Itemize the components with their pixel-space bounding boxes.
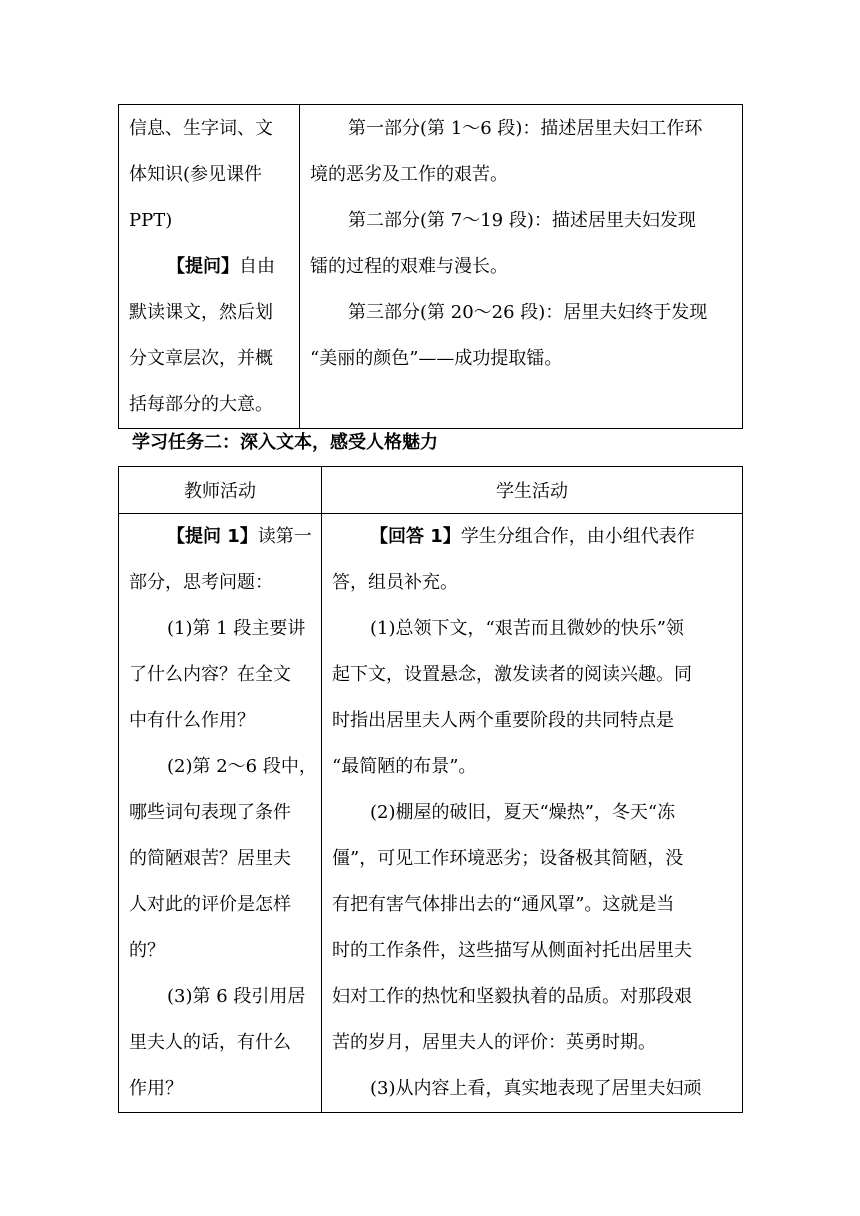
text-line: 起下文，设置悬念，激发读者的阅读兴趣。同 (332, 664, 692, 685)
answer-tag: 【回答 1】 (370, 526, 461, 547)
text-line: 时指出居里夫人两个重要阶段的共同特点是 (332, 710, 674, 731)
student-activity-cell (322, 514, 743, 1113)
header-teacher-activity: 教师活动 (119, 467, 322, 514)
answer-text: 学生分组合作，由小组代表作 (460, 526, 695, 547)
text-line: 的？ (129, 940, 165, 961)
text-line: 的简陋艰苦？居里夫 (129, 848, 291, 869)
question-line (119, 514, 321, 560)
text-line: 哪些词句表现了条件 (129, 802, 291, 823)
text-line: 镭的过程的艰难与漫长。 (310, 256, 508, 277)
student-activity-cell (300, 105, 743, 429)
question-line (119, 244, 299, 290)
text-line: 中有什么作用？ (129, 710, 255, 731)
text-line: 信息、生字词、文 (129, 118, 273, 139)
text-line: 苦的岁月，居里夫人的评价：英勇时期。 (332, 1032, 656, 1053)
text-line: 体知识(参见课件 (129, 164, 263, 185)
text-line: 默读课文，然后划 (129, 302, 273, 323)
text-line: (2)棚屋的破旧，夏天“燥热”，冬天“冻 (370, 802, 676, 823)
text-line: 作用？ (129, 1078, 183, 1099)
text-line: “最简陋的布景”。 (332, 756, 477, 777)
text-line: 僵”，可见工作环境恶劣；设备极其简陋，没 (332, 848, 684, 869)
text-line: 第二部分(第 7～19 段)：描述居里夫妇发现 (348, 210, 696, 231)
table-row (119, 105, 743, 429)
text-line: 了什么内容？在全文 (129, 664, 291, 685)
lesson-table-2 (118, 466, 743, 1113)
teacher-activity-cell (119, 514, 322, 1113)
answer-line (322, 514, 742, 560)
text-line: 妇对工作的热忱和坚毅执着的品质。对那段艰 (332, 986, 692, 1007)
text-line: “美丽的颜色”——成功提取镭。 (310, 348, 563, 369)
section-heading: 学习任务二：深入文本，感受人格魅力 (132, 432, 438, 453)
text-line: 第三部分(第 20～26 段)：居里夫妇终于发现 (348, 302, 708, 323)
teacher-activity-cell (119, 105, 300, 429)
text-line: 括每部分的大意。 (129, 394, 273, 415)
lesson-table-1 (118, 104, 743, 429)
question-tag: 【提问 1】 (167, 526, 258, 547)
text-line: 答，组员补充。 (332, 572, 458, 593)
text-line: (3)从内容上看，真实地表现了居里夫妇顽 (370, 1078, 702, 1099)
text-line: 部分，思考问题： (129, 572, 273, 593)
text-line: 境的恶劣及工作的艰苦。 (310, 164, 508, 185)
text-line: 分文章层次，并概 (129, 348, 273, 369)
text-line: PPT) (129, 210, 173, 231)
text-line: 有把有害气体排出去的“通风罩”。这就是当 (332, 894, 675, 915)
question-text: 读第一 (257, 526, 312, 547)
text-line: 人对此的评价是怎样 (129, 894, 291, 915)
text-line: (1)第 1 段主要讲 (167, 618, 306, 639)
text-line: (1)总领下文，“艰苦而且微妙的快乐”领 (370, 618, 684, 639)
header-student-activity: 学生活动 (322, 467, 743, 514)
text-line: 时的工作条件，这些描写从侧面衬托出居里夫 (332, 940, 692, 961)
text-line: (2)第 2～6 段中， (167, 756, 317, 777)
question-tag: 【提问】 (167, 256, 239, 277)
text-line: 第一部分(第 1～6 段)：描述居里夫妇工作环 (348, 118, 703, 139)
text-line: (3)第 6 段引用居 (167, 986, 306, 1007)
table-header-row (119, 467, 743, 514)
text-line: 里夫人的话，有什么 (129, 1032, 291, 1053)
table-row (119, 514, 743, 1113)
question-text: 自由 (239, 256, 275, 277)
